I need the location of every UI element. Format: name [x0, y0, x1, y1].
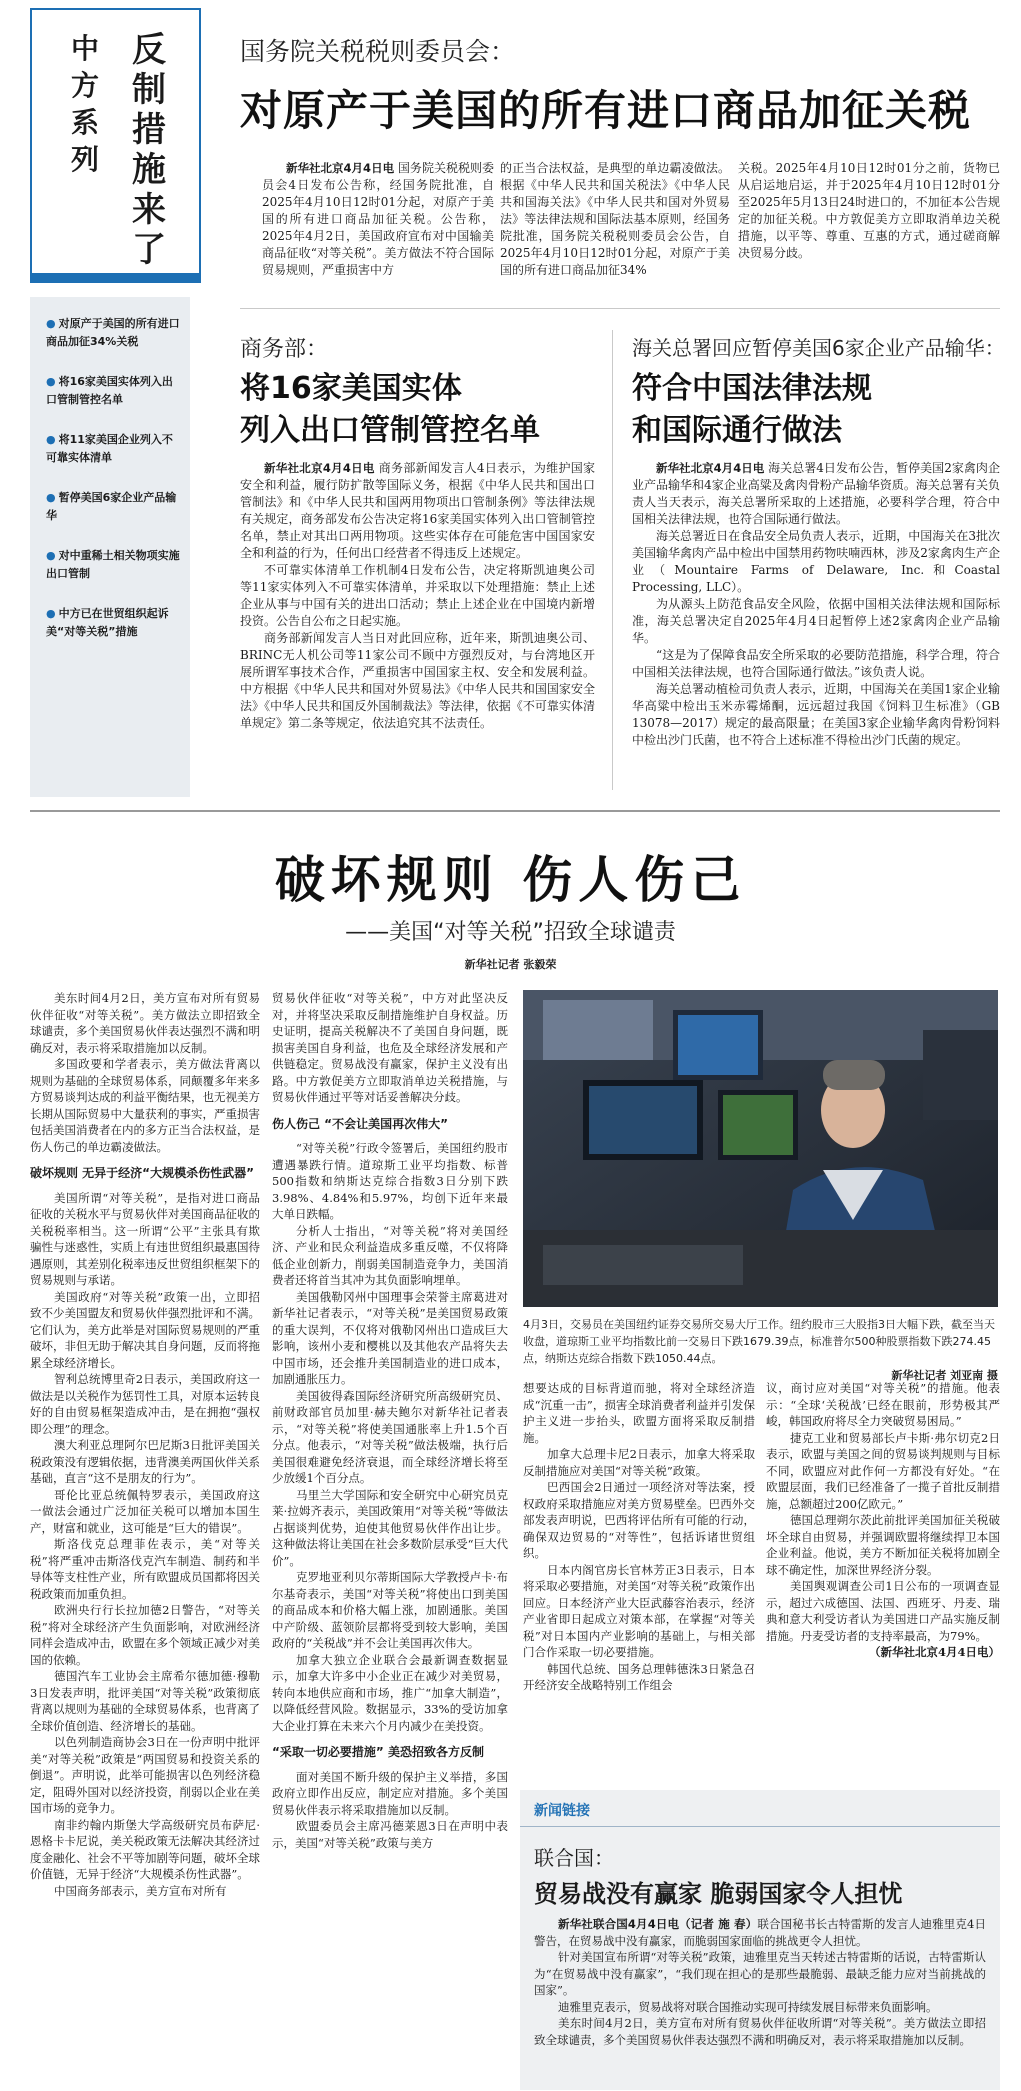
news-link-box	[520, 1790, 1000, 2090]
news-link-body: 新华社联合国4月4日电（记者 施 春）联合国秘书长古特雷斯的发言人迪雅里克4日警告，在贸易战中没有赢家，而脆弱国家面临的挑战更令人担忧。 针对美国宣布所谓“对等关税”政策，迪雅里克当天转述古特雷斯的话说，古特雷斯认为“在贸易战中没有赢家”，“我们现在担心的是那些最脆弱、最缺乏能力应对当前挑战的国家”。 迪雅里克表示，贸易战将对联合国推动实现可持续发展目标带来负面影响。 美东时间4月2日，美方宣布对所有贸易伙伴征收所谓“对等关税”。美方做法立即招致全球谴责，多个美国贸易伙伴表达强烈不满和明确反对，表示将采取措施加以反制。	[534, 1917, 986, 2047]
article1-col1: 新华社北京4月4日电 国务院关税税则委员会4日发布公告称，经国务院批准，自2025年4月10日12时01分起，对原产于美国的所有进口商品加征关税。公告称，2025年4月2日，美国政府宣布对中国输美商品征收“对等关税”。美方做法不符合国际贸易规则，严重损害中方	[262, 161, 494, 277]
main-col1: 美东时间4月2日，美方宣布对所有贸易伙伴征收“对等关税”。美方做法立即招致全球谴责，多个美国贸易伙伴表达强烈不满和明确反对，表示将采取措施加以反制。 多国政要和学者表示，美方做法背离以规则为基础的全球贸易体系，同颠覆多年来多方贸易谈判达成的利益平衡结果，也无视美方长期从国际贸易中大量获利的事实，严重损害包括美国消费者在内的多方正当合法权益，是伤人伤己的单边霸凌做法。 破坏规则 无异于经济“大规模杀伤性武器” 美国所谓“对等关税”，是指对进口商品征收的关税水平与贸易伙伴对美国商品征收的关税税率相当。这一所谓“公平”主张具有欺骗性与迷惑性，实质上有违世贸组织最惠国待遇原则，其差别化税率违反世贸组织框架下的贸易规则与承诺。 美国政府“对等关税”政策一出，立即招致不少美国盟友和贸易伙伴强烈批评和不满。它们认为，美方此举是对国际贸易规则的严重破坏，非但无助于解决其自身问题，反而将拖累全球经济增长。 智利总统博里奇2日表示，美国政府这一做法是以关税作为惩罚性工具，对原本运转良好的自由贸易框架造成冲击，是在拥抱“强权即公理”的理念。 澳大利亚总理阿尔巴尼斯3日批评美国关税政策没有逻辑依据，违背澳美两国伙伴关系基础，直言“这不是朋友的行为”。 哥伦比亚总统佩特罗表示，美国政府这一做法会通过广泛加征关税可以增加本国生产，财富和就业，这可能是“巨大的错误”。 斯洛伐克总理菲佐表示，美“对等关税”将严重冲击斯洛伐克汽车制造、制药和半导体等支柱性产业，所有欧盟成员国都将因关税政策而加重负担。 欧洲央行行长拉加德2日警告，“对等关税”将对全球经济产生负面影响，对欧洲经济同样会造成冲击，欧盟在多个领域正减少对美国的依赖。 德国汽车工业协会主席希尔德加德·穆勒3日发表声明，批评美国“对等关税”政策彻底背离以规则为基础的全球贸易体系，也背离了全球价值创造、经济增长的基础。 以色列制造商协会3日在一份声明中批评美“对等关税”政策是“两国贸易和投资关系的倒退”。声明说，此举可能损害以色列经济稳定，阻碍外国对以经济投资，削弱以企业在美国市场的竞争力。 南非约翰内斯堡大学高级研究员布萨尼·恩格卡卡尼说，美关税政策无法解决其经济过度金融化、社会不平等加剧等问题，破坏全球价值链，无异于经济“大规模杀伤性武器”。 中国商务部表示，美方宣布对所有	[30, 991, 260, 1898]
article1-col2: 的正当合法权益，是典型的单边霸凌做法。根据《中华人民共和国关税法》《中华人民共和国海关法》《中华人民共和国对外贸易法》等法律法规和国际法基本原则，经国务院批准，国务院关税税则委员会公告，自2025年4月10日12时01分起，对原产于美国的所有进口商品加征34%	[500, 161, 730, 277]
summary-item: ● 对原产于美国的所有进口商品加征34%关税	[46, 317, 180, 348]
series-name: 中方系列	[70, 32, 99, 176]
main-col3: 想要达成的目标背道而驰，将对全球经济造成“沉重一击”，损害全球消费者利益并引发保护主义进一步抬头，欧盟方面将采取反制措施。 加拿大总理卡尼2日表示，加拿大将采取反制措施应对美国“对等关税”政策。 巴西国会2日通过一项经济对等法案，授权政府采取措施应对美方贸易壁垒。巴西外交部发表声明说，巴西将评估所有可能的行动，确保双边贸易的“对等性”，包括诉诸世贸组织。 日本内阁官房长官林芳正3日表示，日本将采取必要措施，对美国“对等关税”政策作出回应。日本经济产业大臣武藤容治表示，经济产业省即日起成立对策本部，在掌握“对等关税”对日本国内产业影响的基础上，与相关部门合作采取一切必要措施。 韩国代总统、国务总理韩德洙3日紧急召开经济安全战略特别工作组会	[523, 1381, 755, 1692]
main-subhead-3: “采取一切必要措施” 美恐招致各方反制	[272, 1745, 484, 1759]
photo-credit: 新华社记者 刘亚南 摄	[891, 1369, 998, 1382]
main-col4: 议，商讨应对美国“对等关税”的措施。他表示：“全球‘关税战’已经在眼前，形势极其严峻，韩国政府将尽全力突破贸易困局。” 捷克工业和贸易部长卢卡斯·弗尔切克2日表示，欧盟与美国之间的贸易谈判规则与目标不同，欧盟应对此作何一方都没有好处。“在欧盟层面，我们已经准备了一揽子首批反制措施，总额超过200亿欧元。” 德国总理朔尔茨此前批评美国加征关税破坏全球自由贸易，并强调欧盟将继续捍卫本国企业利益。他说，美方不断加征关税将加剧全球不确定性，加深世界经济分裂。 美国舆观调查公司1日公布的一项调查显示，超过六成德国、法国、西班牙、丹麦、瑞典和意大利受访者认为美国进口产品实施反制措施。丹麦受访者的支持率最高，为79%。 （新华社北京4月4日电）	[766, 1381, 1000, 1659]
news-link-rule	[520, 1826, 1000, 1827]
news-link-kicker: 联合国：	[534, 1846, 614, 1870]
article3-body: 新华社北京4月4日电 海关总署4日发布公告，暂停美国2家禽肉企业产品输华和4家企业高粱及禽肉骨粉产品输华资质。海关总署有关负责人当天表示，海关总署所采取的上述措施，必要科学合理，符合中国相关法律法规，也符合国际通行做法。 海关总署近日在食品安全局负责人表示，近期，中国海关在3批次美国输华禽肉产品中检出中国禁用药物呋喃西林，涉及2家禽肉生产企业（Mountaire Farms of Delaware, Inc.和Coastal Processing, LLC）。 为从源头上防范食品安全风险，依据中国相关法律法规和国际标准，海关总署决定自2025年4月4日起暂停上述2家禽肉企业产品输华。 “这是为了保障食品安全所采取的必要防范措施，科学合理，符合中国相关法律法规，也符合国际通行做法。”该负责人说。 海关总署动植检司负责人表示，近期，中国海关在美国1家企业输华高粱中检出玉米赤霉烯酮，远远超过我国《饲料卫生标准》（GB 13078—2017）规定的最高限量；在美国3家企业输华禽肉骨粉饲料中检出沙门氏菌，也不符合上述标准不得检出沙门氏菌的规定。	[632, 461, 1000, 747]
column-divider	[612, 330, 613, 790]
article2-headline: 将16家美国实体 列入出口管制管控名单	[240, 371, 540, 448]
summary-item: ● 对中重稀土相关物项实施出口管制	[46, 549, 180, 580]
summary-item: ● 将16家美国实体列入出口管制管控名单	[46, 375, 173, 406]
summary-list	[30, 297, 190, 797]
series-box-bar	[30, 273, 201, 283]
main-byline: 新华社记者 张毅荣	[464, 958, 557, 971]
article2-kicker: 商务部：	[240, 337, 329, 362]
main-dateline: （新华社北京4月4日电）	[868, 1645, 1000, 1659]
trader-photo	[523, 990, 998, 1307]
article3-headline: 符合中国法律法规 和国际通行做法	[632, 371, 872, 448]
article1-col3: 关税。2025年4月10日12时01分之前，货物已从启运地启运，并于2025年4月10日12时01分至2025年5月13日24时进口的，不加征本公告规定的加征关税。中方敦促美方立即取消单边关税措施，以平等、尊重、互惠的方式，通过磋商解决贸易分歧。	[738, 161, 1000, 260]
main-headline: 破坏规则 伤人伤己	[274, 851, 747, 909]
article3-kicker: 海关总署回应暂停美国6家企业产品输华：	[632, 336, 1005, 360]
section-divider	[240, 308, 1000, 309]
main-subhead-1: 破坏规则 无异于经济“大规模杀伤性武器”	[30, 1166, 254, 1180]
series-title: 反制措施来了	[132, 30, 166, 270]
series-title-box	[30, 8, 201, 283]
article2-body: 新华社北京4月4日电 商务部新闻发言人4日表示，为维护国家安全和利益，履行防扩散等国际义务，根据《中华人民共和国出口管制法》和《中华人民共和国两用物项出口管制条例》等法律法规有关规定，商务部发布公告决定将16家美国实体列入出口管制管控名单，禁止对其出口两用物项。这些实体存在可能危害中国国家安全和利益的行为，任何出口经营者不得违反上述规定。 不可靠实体清单工作机制4日发布公告，决定将斯凯迪奥公司等11家实体列入不可靠实体清单，并采取以下处理措施：禁止上述企业从事与中国有关的进出口活动；禁止上述企业在中国境内新增投资。公告自公布之日起实施。 商务部新闻发言人当日对此回应称，近年来，斯凯迪奥公司、BRINC无人机公司等11家公司不顾中方强烈反对，与台湾地区开展所谓军事技术合作，严重损害中国国家主权、安全和发展利益。中方根据《中华人民共和国对外贸易法》《中华人民共和国国家安全法》《中华人民共和国反外国制裁法》等法律，依据《不可靠实体清单规定》第二条等规定，依法追究其不法责任。	[240, 461, 595, 730]
section-divider	[30, 810, 1000, 812]
photo-caption: 4月3日，交易员在美国纽约证券交易所交易大厅工作。纽约股市三大股指3日大幅下跌，截至当天收盘，道琼斯工业平均指数比前一交易日下跌1679.39点，标准普尔500种股票指数下跌274.45点，纳斯达克综合指数下跌1050.44点。 新华社记者 刘亚南 摄	[523, 1318, 998, 1382]
news-link-headline: 贸易战没有赢家 脆弱国家令人担忧	[534, 1880, 903, 1908]
summary-item: ● 暂停美国6家企业产品输华	[46, 491, 177, 522]
news-link-tag: 新闻链接	[534, 1803, 590, 1819]
main-subhead-2: 伤人伤己 “不会让美国再次伟大”	[272, 1116, 448, 1131]
article1-kicker: 国务院关税税则委员会：	[240, 37, 516, 66]
summary-item: ● 将11家美国企业列入不可靠实体清单	[46, 433, 173, 464]
main-subhead: ——美国“对等关税”招致全球谴责	[345, 920, 676, 945]
article1-headline: 对原产于美国的所有进口商品加征关税	[240, 86, 972, 135]
main-col2: 贸易伙伴征收“对等关税”，中方对此坚决反对，并将坚决采取反制措施维护自身权益。历史证明，提高关税解决不了美国自身问题，既损害美国自身利益，也危及全球经济发展和产供链稳定。贸易战没有赢家，保护主义没有出路。中方敦促美方立即取消单边关税措施，与贸易伙伴通过平等对话妥善解决分歧。 伤人伤己 “不会让美国再次伟大” “对等关税”行政令签署后，美国纽约股市遭遇暴跌行情。道琼斯工业平均指数、标普500指数和纳斯达克综合指数3日分别下跌3.98%、4.84%和5.97%，均创下近年来最大单日跌幅。 分析人士指出，“对等关税”将对美国经济、产业和民众利益造成多重反噬，不仅将降低企业创新力，削弱美国制造竞争力，美国消费者还将首当其冲为其负面影响埋单。 美国俄勒冈州中国理事会荣誉主席葛进对新华社记者表示，“对等关税”是美国贸易政策的重大误判，不仅将对俄勒冈州出口造成巨大影响，该州小麦和樱桃以及其他农产品将失去中国市场，还会推升美国制造业的进口成本，加剧通胀压力。 美国彼得森国际经济研究所高级研究员、前财政部官员加里·赫夫鲍尔对新华社记者表示，“对等关税”将使美国通胀率上升1.5个百分点。他表示，“对等关税”做法极端，执行后美国很难避免经济衰退，而全球经济增长将至少放缓1个百分点。 马里兰大学国际和安全研究中心研究员克莱·拉姆齐表示，美国政策用“对等关税”等做法占据谈判优势，迫使其他贸易伙伴作出让步。这种做法将让美国在社会多数阶层承受“巨大代价”。 克罗地亚利贝尔蒂斯国际大学教授卢卡·布尔基奇表示，美国“对等关税”将使出口到美国的商品成本和价格大幅上涨，加剧通胀。美国中产阶级、蓝领阶层都将受到较大影响，美国政府的“关税战”并不会让美国再次伟大。 加拿大独立企业联合会最新调查数据显示，加拿大许多中小企业正在减少对美贸易，转向本地供应商和市场，推广“加拿大制造”，以降低经营风险。数据显示，33%的受访加拿大企业打算在未来六个月内减少在美投资。 “采取一切必要措施” 美恐招致各方反制 面对美国不断升级的保护主义举措，多国政府立即作出反应，制定应对措施。多个美国贸易伙伴表示将采取措施加以反制。 欧盟委员会主席冯德莱恩3日在声明中表示，美国“对等关税”政策与美方	[272, 991, 508, 1850]
summary-item: ● 中方已在世贸组织起诉美“对等关税”措施	[46, 607, 169, 638]
